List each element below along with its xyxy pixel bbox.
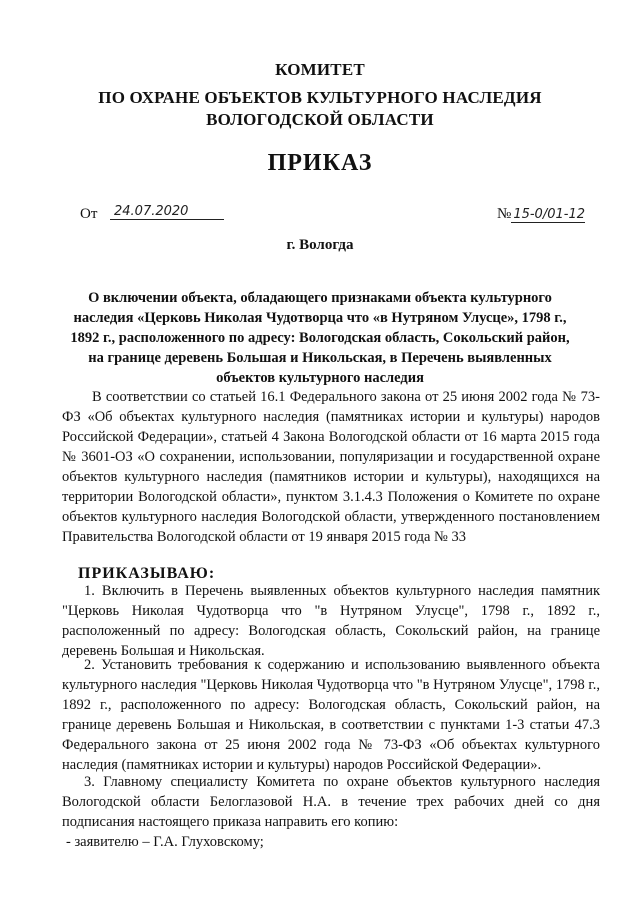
- order-number: [497, 206, 585, 223]
- committee-subtitle: ПО ОХРАНЕ ОБЪЕКТОВ КУЛЬТУРНОГО НАСЛЕДИЯ: [98, 88, 542, 107]
- order-word: ПРИКАЗЫВАЮ:: [78, 565, 216, 582]
- order-title: О включении объекта, обладающего признаками объекта культурного наследия «Церковь Николая Чудотворца что «в Нутряном Улусце», 1798 г., 1892 г., расположенного по адресу: Вологодская область, Сокольский район, на границе деревень Большая и Никольская, в Перечень выявленных объектов культурного наследия: [70, 290, 570, 386]
- order-item-2: 2. Установить требования к содержанию и использованию выявленного объекта культурного наследия "Церковь Николая Чудотворца что "в Нутряном Улусце", 1798 г., 1892 г., расположенного по адресу: Вологодская область, Сокольский район, на границе деревень Большая и Никольская, в соответствии с пунктами 1-3 статьи 47.3 Федерального закона от 25 июня 2002 года № 73-ФЗ «Об объектах культурного наследия (памятниках истории и культуры) народов Российской Федерации».: [62, 657, 600, 773]
- number-sign: №: [497, 206, 512, 222]
- committee-region: ВОЛОГОДСКОЙ ОБЛАСТИ: [206, 110, 434, 129]
- committee-title: КОМИТЕТ: [275, 60, 365, 79]
- date-value: 24.07.2020: [110, 204, 224, 220]
- document-type: ПРИКАЗ: [267, 150, 373, 176]
- preamble-paragraph: В соответствии со статьей 16.1 Федерального закона от 25 июня 2002 года № 73-ФЗ «Об объектах культурного наследия (памятниках истории и культуры) народов Российской Федерации», статьей 4 Закона Вологодской области от 16 марта 2015 года № 3601-ОЗ «О сохранении, использовании, популяризации и государственной охране объектов культурного наследия (памятников истории и культуры), находящихся на территории Вологодской области», пунктом 3.1.4.3 Положения о Комитете по охране объектов культурного наследия Вологодской области, утвержденного постановлением Правительства Вологодской области от 19 января 2015 года № 33: [62, 389, 600, 545]
- number-value: 15-0/01-12: [513, 207, 585, 222]
- order-item-1: 1. Включить в Перечень выявленных объектов культурного наследия памятник "Церковь Николая Чудотворца что "в Нутряном Улусце", 1798 г., 1892 г., расположенный по адресу: Вологодская область, Сокольский район, на границе деревень Большая и Никольская.: [62, 583, 600, 659]
- order-item-3: 3. Главному специалисту Комитета по охране объектов культурного наследия Вологодской области Белоглазовой Н.А. в течение трех рабочих дней со дня подписания настоящего приказа направить его копию:: [62, 774, 600, 830]
- order-item-3-bullet: - заявителю – Г.А. Глуховскому;: [66, 834, 264, 850]
- date-number-line: [80, 204, 585, 228]
- city: г. Вологда: [286, 237, 354, 253]
- date-label: От: [80, 206, 98, 222]
